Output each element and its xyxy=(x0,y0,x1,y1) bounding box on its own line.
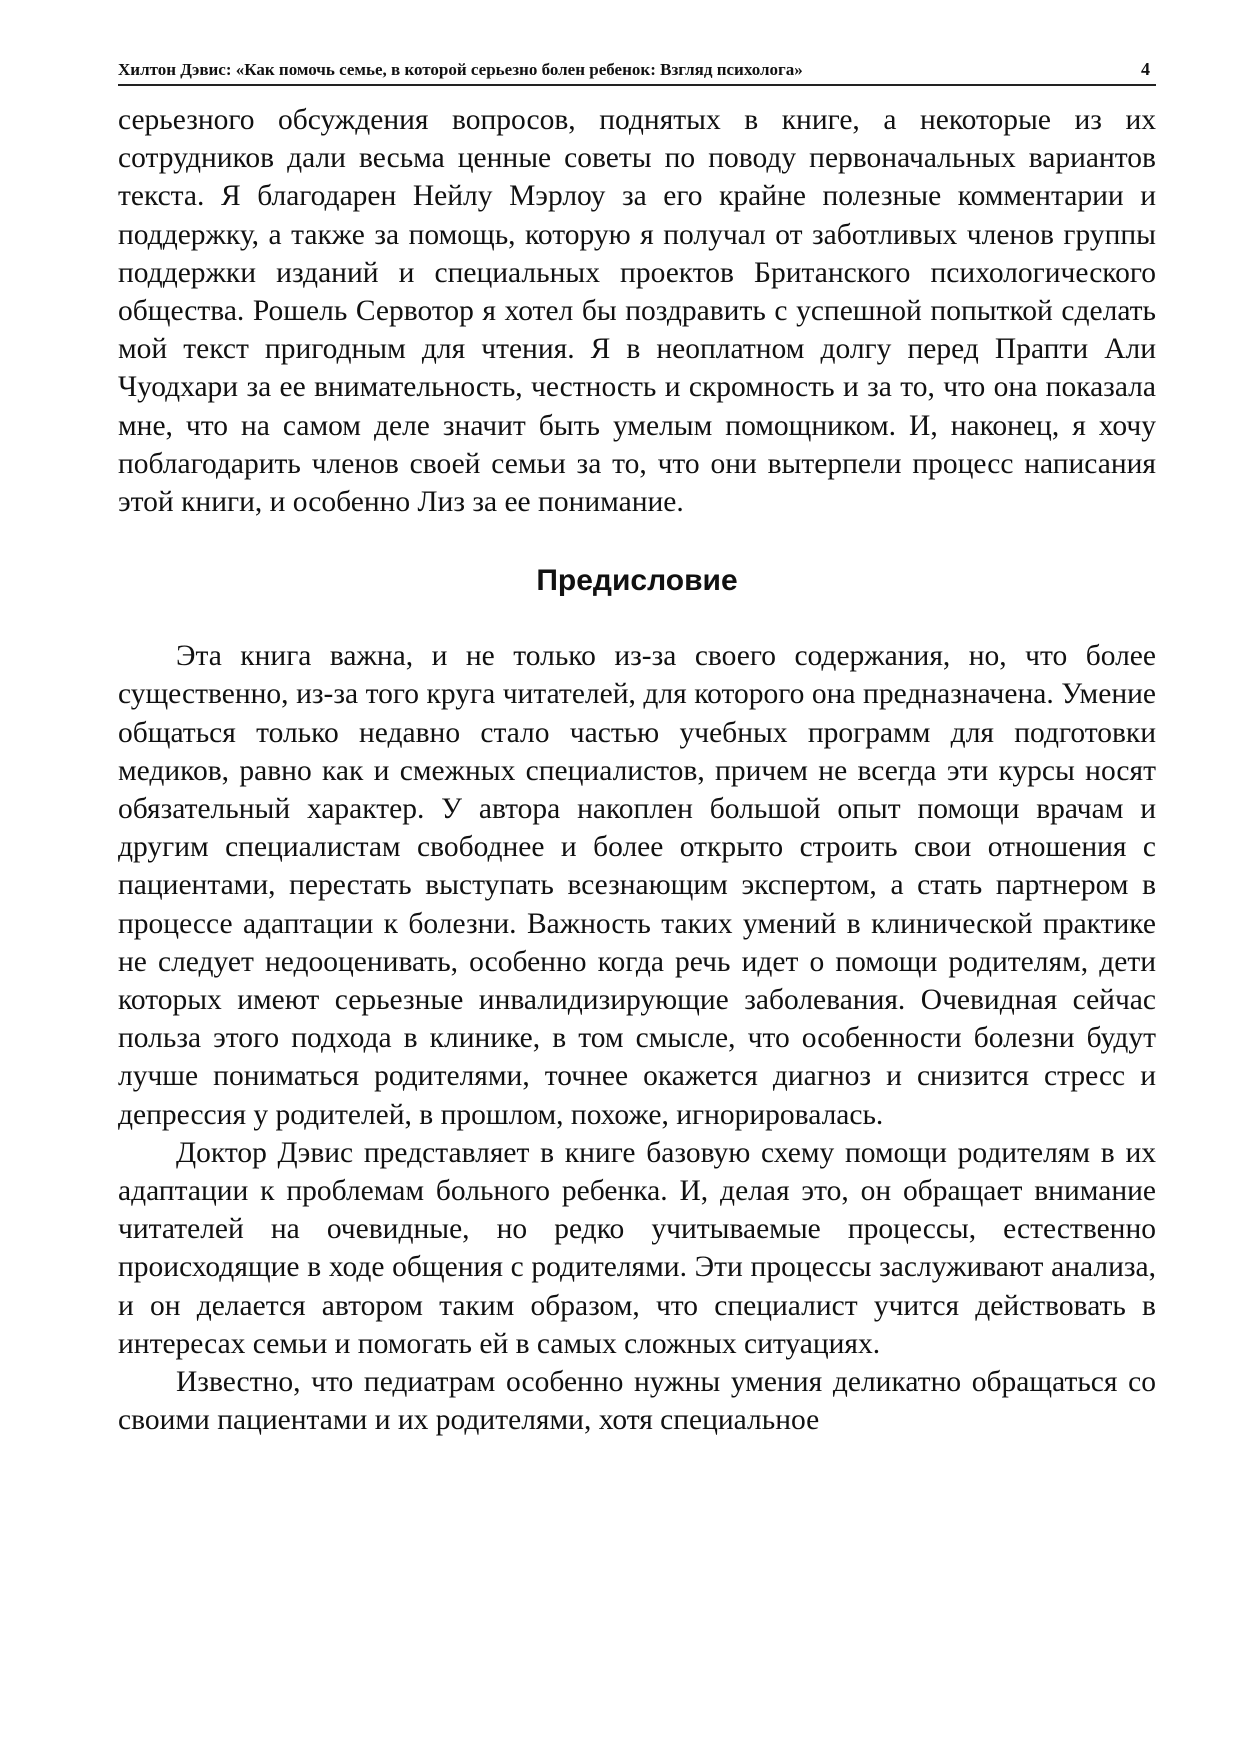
page-number: 4 xyxy=(1141,59,1150,79)
paragraph: Эта книга важна, и не только из-за своего содержания, но, что более существенно, из-за того круга читателей, для которого она предназначена. Умение общаться только недавно стало частью учебных программ для подготовки медиков, равно как и смежных специалистов, причем не всегда эти курсы носят обязательный характер. У автора накоплен большой опыт помощи врачам и другим специалистам свободнее и более открыто строить свои отношения с пациентами, перестать выступать всезнающим экспертом, а стать партнером в процессе адаптации к болезни. Важность таких умений в клинической практике не следует недооценивать, особенно когда речь идет о помощи родителям, дети которых имеют серьезные инвалидизирующие заболевания. Очевидная сейчас польза этого подхода в клинике, в том смысле, что особенности болезни будут лучше пониматься родителями, точнее окажется диагноз и снизится стресс и депрессия у родителей, в прошлом, похоже, игнорировалась. xyxy=(118,640,1156,1131)
paragraph: Доктор Дэвис представляет в книге базовую схему помощи родителям в их адаптации к проблемам больного ребенка. И, делая это, он обращает внимание читателей на очевидные, но редко учитываемые процессы, естественно происходящие в ходе общения с родителями. Эти процессы заслуживают анализа, и он делается автором таким образом, что специалист учится действовать в интересах семьи и помогать ей в самых сложных ситуациях. xyxy=(118,1136,1156,1360)
section-title: Предисловие xyxy=(536,564,738,598)
page-body xyxy=(118,101,1156,1440)
running-title: Хилтон Дэвис: «Как помочь семье, в которой серьезно болен ребенок: Взгляд психолога» xyxy=(118,60,803,79)
continued-paragraph: серьезного обсуждения вопросов, поднятых в книге, а некоторые из их сотрудников дали весьма ценные советы по поводу первоначальных вариантов текста. Я благодарен Нейлу Мэрлоу за его крайне полезные комментарии и поддержку, а также за помощь, которую я получал от заботливых членов группы поддержки изданий и специальных проектов Британского психологического общества. Рошель Сервотор я хотел бы поздравить с успешной попыткой сделать мой текст пригодным для чтения. Я в неоплатном долгу перед Прапти Али Чуодхари за ее внимательность, честность и скромность и за то, что она показала мне, что на самом деле значит быть умелым помощником. И, наконец, я хочу поблагодарить членов своей семьи за то, что они вытерпели процесс написания этой книги, и особенно Лиз за ее понимание. xyxy=(118,104,1156,519)
paragraph: Известно, что педиатрам особенно нужны умения деликатно обращаться со своими пациентами и их родителями, хотя специальное xyxy=(118,1366,1156,1437)
running-header xyxy=(118,58,1156,86)
